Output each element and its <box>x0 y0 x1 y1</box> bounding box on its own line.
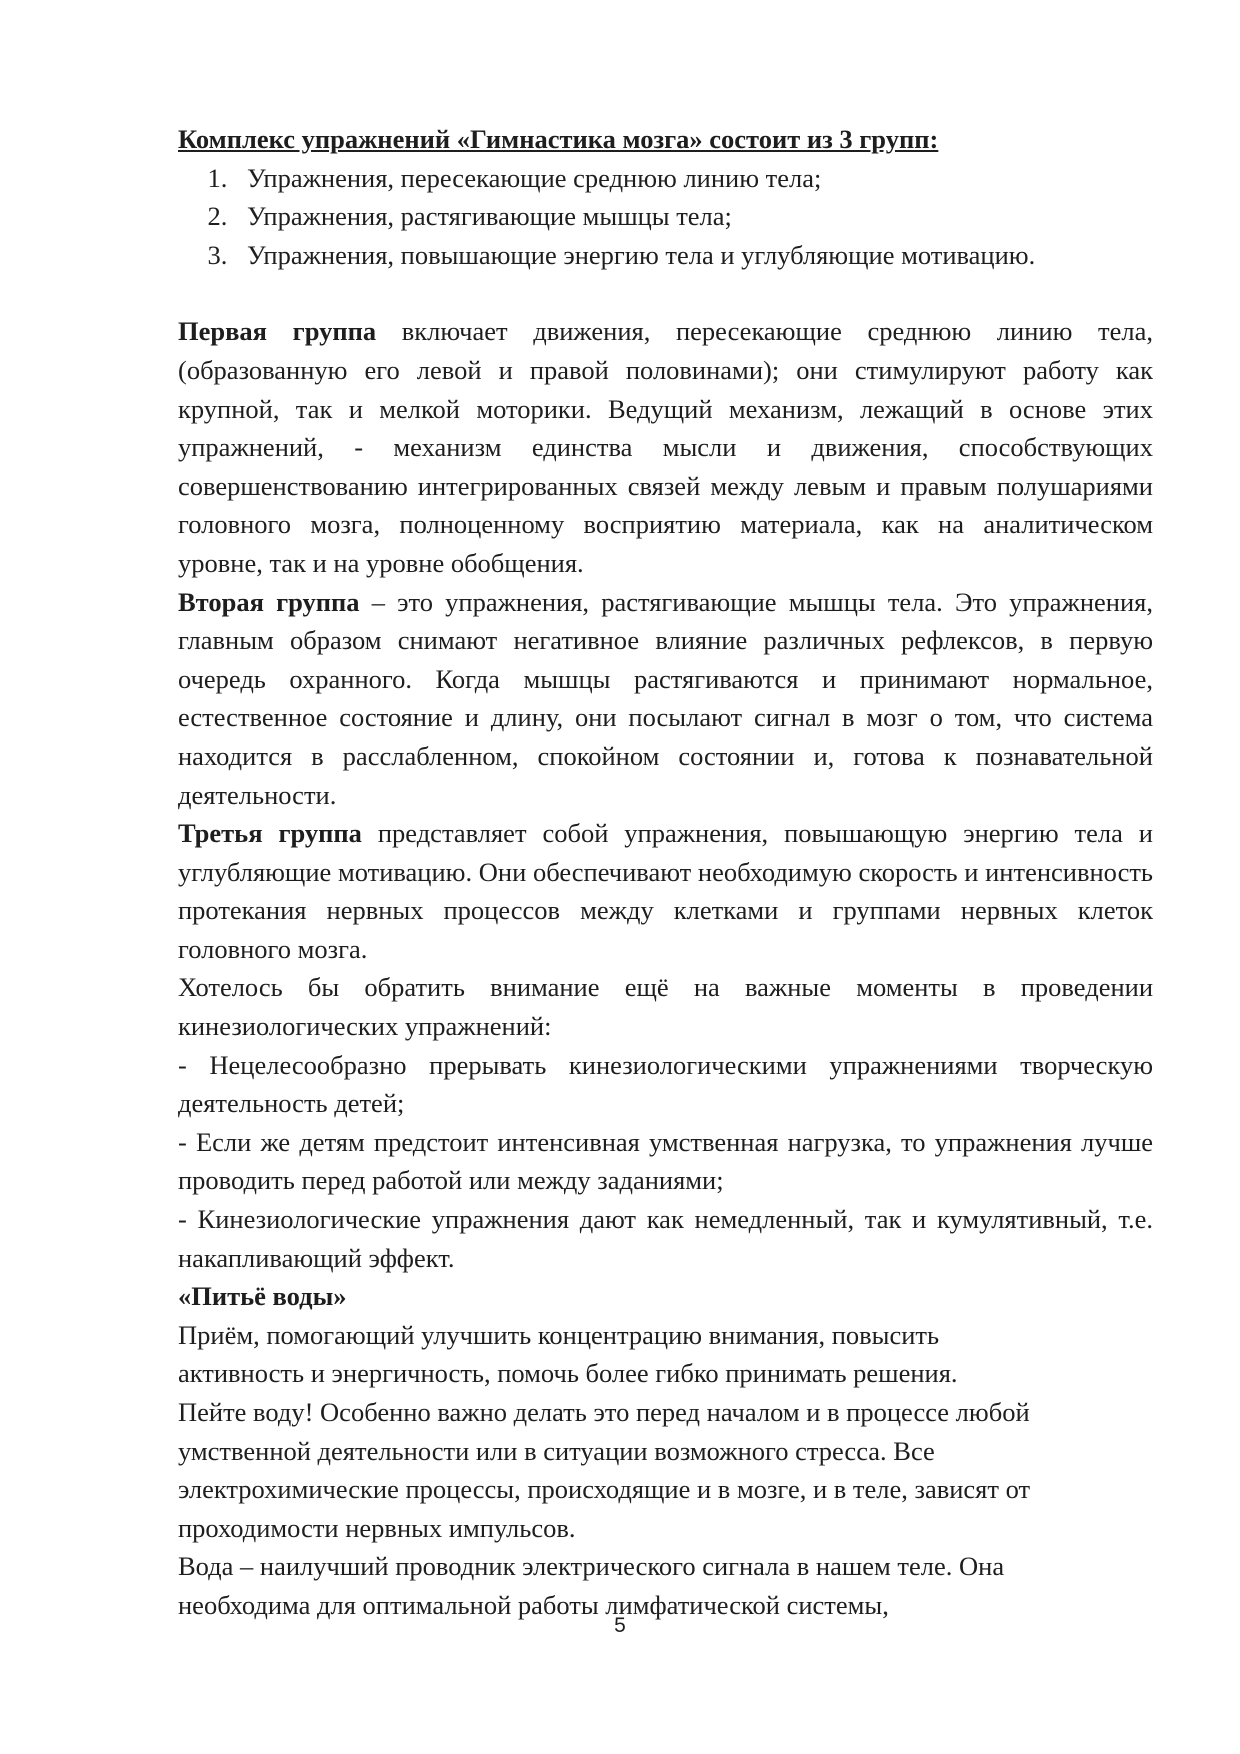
water-paragraph-2 <box>178 1393 1153 1547</box>
groups-list <box>178 159 1153 275</box>
water-paragraph-1 <box>178 1316 1153 1393</box>
group2-text: – это упражнения, растягивающие мышцы тела. Это упражнения, главным образом снимают негативное влияние различных рефлексов, в первую очередь охранного. Когда мышцы растягиваются и принимают нормальное, естественное состояние и длину, они посылают сигнал в мозг о том, что система находится в расслабленном, спокойном состоянии и, готова к познавательной деятельности. <box>178 586 1153 810</box>
section-heading: Комплекс упражнений «Гимнастика мозга» состоит из 3 групп: <box>178 124 939 154</box>
group1-paragraph <box>178 312 1153 582</box>
page-number: 5 <box>614 1614 626 1637</box>
water-title-text: «Питьё воды» <box>178 1281 347 1312</box>
text-line: умственной деятельности или в ситуации возможного стресса. Все <box>178 1435 935 1466</box>
group2-label: Вторая группа <box>178 586 360 617</box>
note-item: - Нецелесообразно прерывать кинезиологическими упражнениями творческую деятельность детей; <box>178 1049 1153 1119</box>
group3-paragraph <box>178 814 1153 968</box>
text-line: необходима для оптимальной работы лимфатической системы, <box>178 1589 889 1620</box>
attention-intro: Хотелось бы обратить внимание ещё на важные моменты в проведении кинезиологических упражнений: <box>178 972 1153 1042</box>
group1-label: Первая группа <box>178 316 377 347</box>
text-line: Пейте воду! Особенно важно делать это перед началом и в процессе любой <box>178 1397 1030 1427</box>
group3-text: представляет собой упражнения, повышающую энергию тела и углубляющие мотивацию. Они обеспечивают необходимую скорость и интенсивность протекания нервных процессов между клетками и группами нервных клеток головного мозга. <box>178 818 1153 964</box>
list-item: 2. Упражнения, растягивающие мышцы тела; <box>234 197 1153 236</box>
group3-label: Третья группа <box>178 818 362 849</box>
text-line: Вода – наилучший проводник электрического сигнала в нашем теле. Она <box>178 1551 1005 1582</box>
spacer <box>178 274 1153 312</box>
text-line: проходимости нервных импульсов. <box>178 1512 576 1543</box>
text-line: активность и энергичность, помочь более гибко принимать решения. <box>178 1358 958 1389</box>
text-line: Приём, помогающий улучшить концентрацию внимания, повысить <box>178 1319 940 1350</box>
water-title <box>178 1277 1153 1316</box>
group1-text: включает движения, пересекающие среднюю линию тела, (образованную его левой и правой половинами); они стимулируют работу как крупной, так и мелкой моторики. Ведущий механизм, лежащий в основе этих упражнений, - механизм единства мысли и движения, способствующих совершенствованию интегрированных связей между левым и правым полушариями головного мозга, полноценному восприятию материала, как на аналитическом уровне, так и на уровне обобщения. <box>178 316 1153 578</box>
note-item: - Если же детям предстоит интенсивная умственная нагрузка, то упражнения лучше проводить перед работой или между заданиями; <box>178 1126 1153 1196</box>
list-item: 1. Упражнения, пересекающие среднюю линию тела; <box>234 159 1153 198</box>
note-item: - Кинезиологические упражнения дают как немедленный, так и кумулятивный, т.е. накапливающий эффект. <box>178 1204 1153 1273</box>
group2-paragraph <box>178 583 1153 815</box>
text-line: электрохимические процессы, происходящие и в мозге, и в теле, зависят от <box>178 1474 1031 1505</box>
list-item: 3. Упражнения, повышающие энергию тела и углубляющие мотивацию. <box>234 236 1153 275</box>
